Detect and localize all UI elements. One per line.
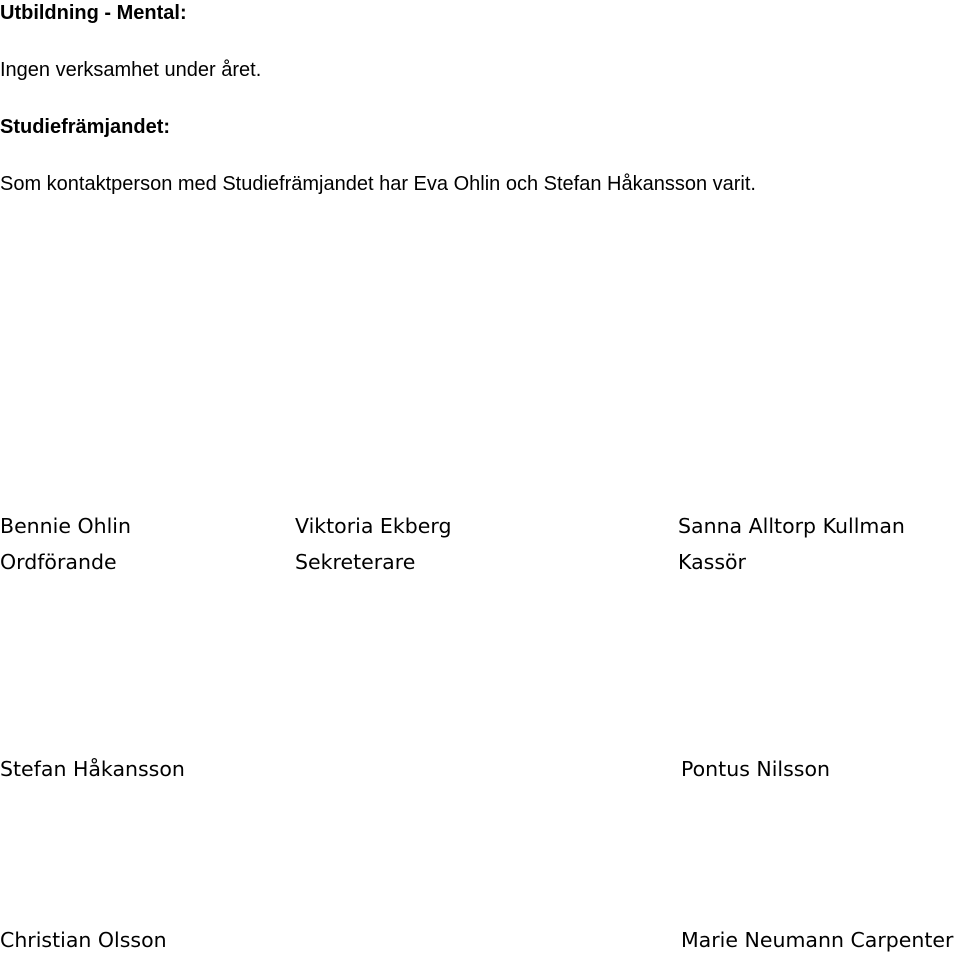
signature-name-chairman: Bennie Ohlin [0, 514, 131, 538]
study-heading: Studiefrämjandet: [0, 116, 171, 138]
signature-role-treasurer: Kassör [678, 550, 746, 574]
education-text: Ingen verksamhet under året. [0, 59, 262, 81]
signature-name-member-2: Pontus Nilsson [681, 757, 831, 781]
education-heading: Utbildning - Mental: [0, 2, 187, 24]
signature-name-member-4: Marie Neumann Carpenter [681, 928, 954, 952]
study-text: Som kontaktperson med Studiefrämjandet har Eva Ohlin och Stefan Håkansson varit. [0, 173, 756, 195]
signature-name-member-3: Christian Olsson [0, 928, 167, 952]
signature-role-secretary: Sekreterare [295, 550, 416, 574]
signature-name-treasurer: Sanna Alltorp Kullman [678, 514, 905, 538]
signature-role-chairman: Ordförande [0, 550, 117, 574]
signature-name-member-1: Stefan Håkansson [0, 757, 185, 781]
signature-name-secretary: Viktoria Ekberg [295, 514, 452, 538]
